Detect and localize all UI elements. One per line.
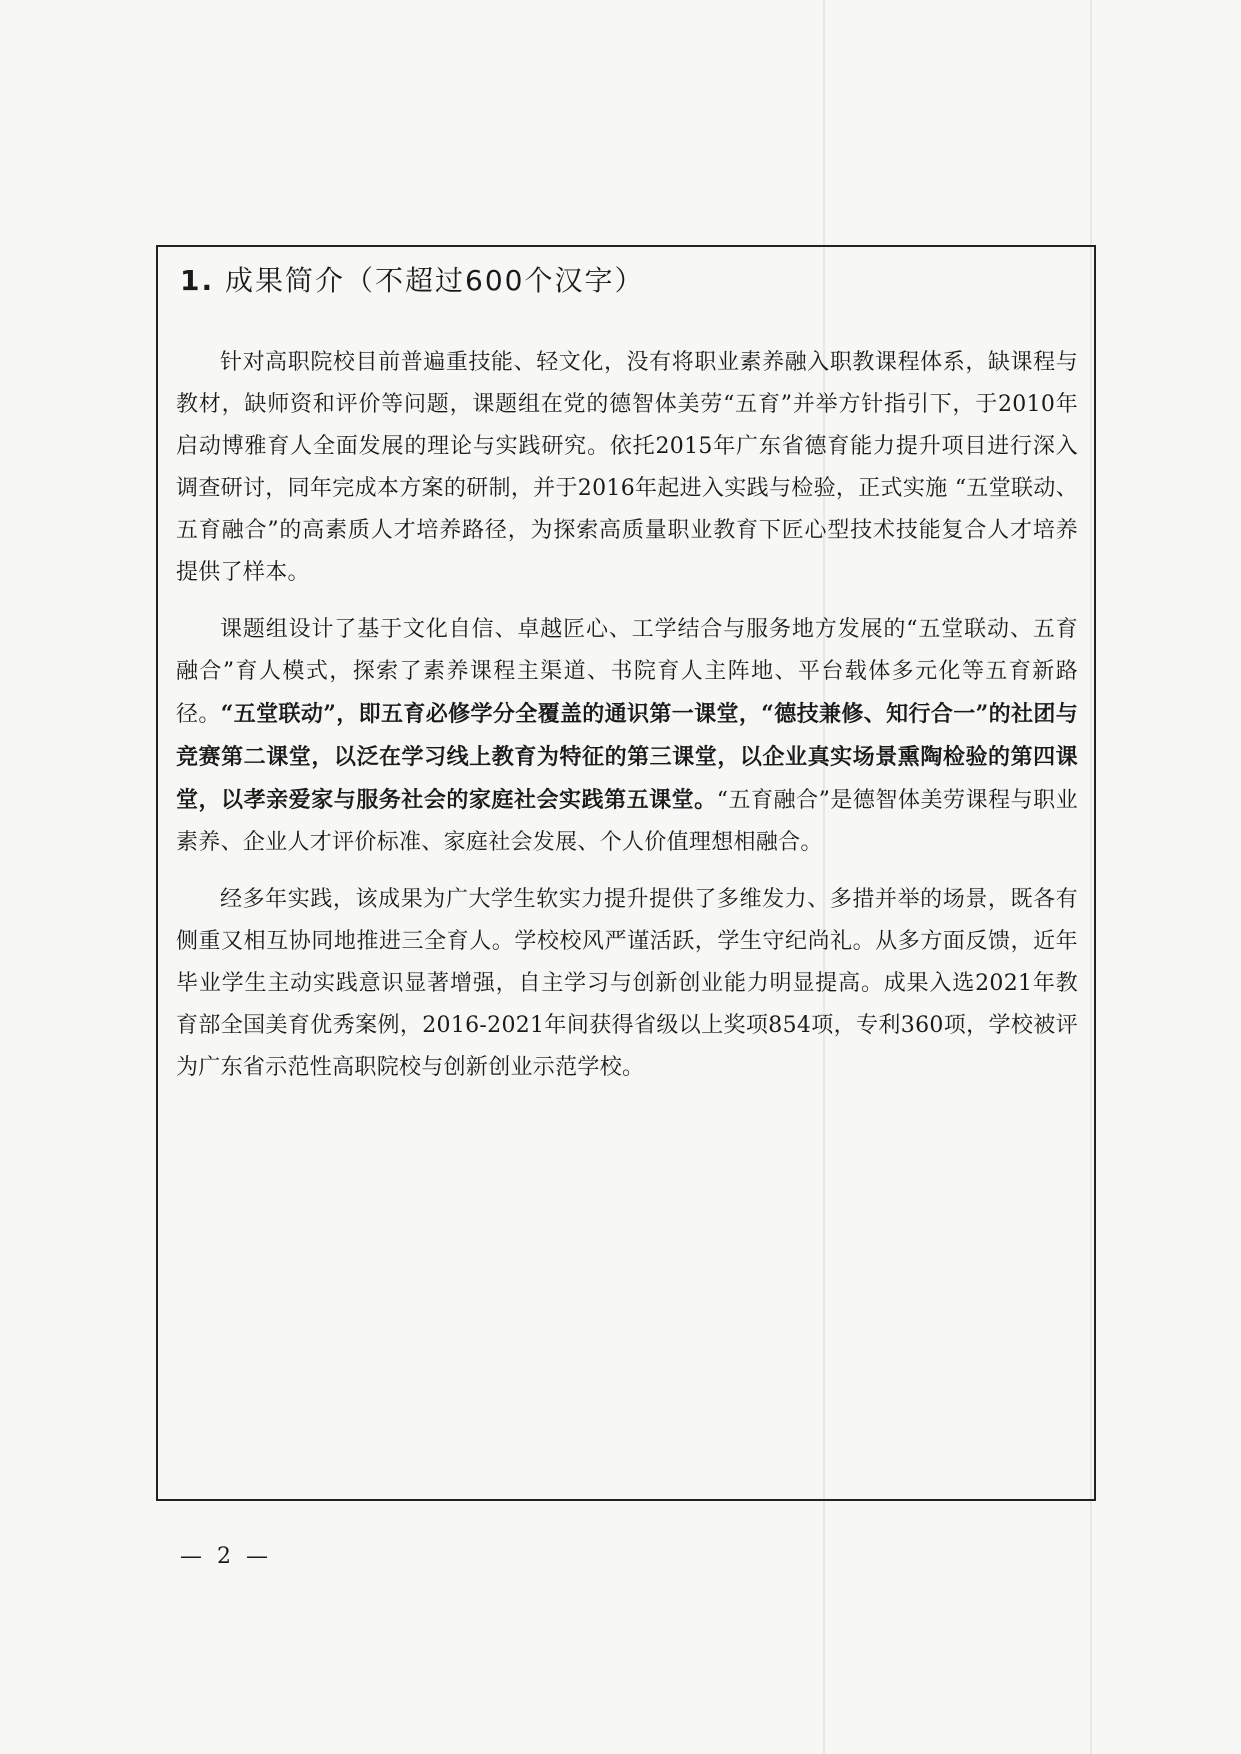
- summary-box: [156, 245, 1096, 1501]
- paragraph-2-end: “五育融合”是德智体美劳课程与职业素养、企业人才评价标准、家庭社会发展、个人价值理想相融合。: [176, 788, 1078, 855]
- paragraph-2-bold: “五堂联动”，即五育必修学分全覆盖的通识第一课堂，“德技兼修、知行合一”的社团与竞赛第二课堂，以泛在学习线上教育为特征的第三课堂，以企业真实场景熏陶检验的第四课堂，以孝亲爱家与服务社会的家庭社会实践第五课堂。: [176, 701, 1079, 813]
- paragraph-3: 经多年实践，该成果为广大学生软实力提升提供了多维发力、多措并举的场景，既各有侧重又相互协同地推进三全育人。学校校风严谨活跃，学生守纪尚礼。从多方面反馈，近年毕业学生主动实践意识显著增强，自主学习与创新创业能力明显提高。成果入选2021年教育部全国美育优秀案例，2016-2021年间获得省级以上奖项854项，专利360项，学校被评为广东省示范性高职院校与创新创业示范学校。: [176, 887, 1078, 1080]
- paragraph-1: 针对高职院校目前普遍重技能、轻文化，没有将职业素养融入职教课程体系，缺课程与教材，缺师资和评价等问题，课题组在党的德智体美劳“五育”并举方针指引下，于2010年启动博雅育人全面发展的理论与实践研究。依托2015年广东省德育能力提升项目进行深入调查研讨，同年完成本方案的研制，并于2016年起进入实践与检验，正式实施 “五堂联动、五育融合”的高素质人才培养路径，为探索高质量职业教育下匠心型技术技能复合人才培养提供了样本。: [176, 350, 1078, 585]
- section-number: 1.: [180, 264, 215, 297]
- paragraph-2: [176, 609, 1078, 864]
- paragraph-2-intro: 课题组设计了基于文化自信、卓越匠心、工学结合与服务地方发展的“五堂联动、五育融合”育人模式，探索了素养课程主渠道、书院育人主阵地、平台载体多元化等五育新路径。: [176, 617, 1078, 727]
- summary-text: [176, 342, 1078, 1104]
- section-title: 成果简介（不超过600个汉字）: [225, 264, 645, 297]
- page-number: — 2 —: [180, 1544, 272, 1569]
- section-heading: [180, 259, 644, 299]
